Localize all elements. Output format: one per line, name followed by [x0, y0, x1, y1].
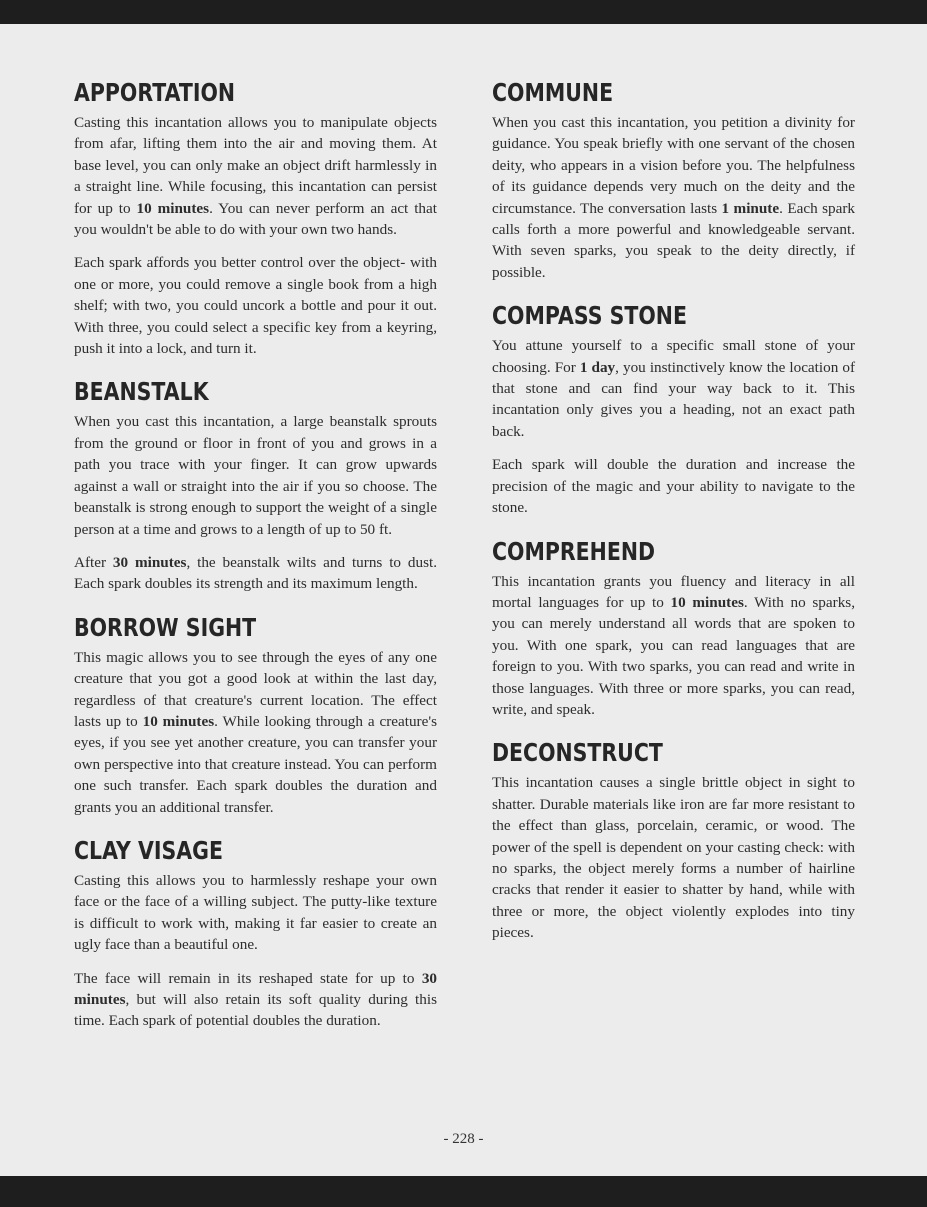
duration-emphasis: 30 minutes [112, 553, 187, 571]
text-segment: When you cast this incantation, you petition a divinity for guidance. You speak briefly with one servant of the chosen deity, who appears in a vision before you. The helpfulness of its guidance depends very much on the deity and the circumstance. The conversation lasts [492, 114, 855, 217]
incantation-title: APPORTATION [74, 78, 236, 107]
duration-emphasis: 10 minutes [670, 593, 744, 611]
incantation-commune [492, 78, 855, 283]
left-column [74, 78, 437, 1050]
incantation-title: BORROW SIGHT [74, 612, 257, 642]
text-segment: , but will also retain its soft quality during this time. Each spark of potential doubles the duration. [74, 991, 437, 1030]
incantation-title: DECONSTRUCT [492, 738, 663, 768]
text-segment: Each spark will double the duration and increase the precision of the magic and your ability to navigate to the stone. [492, 456, 855, 517]
text-segment: , you instinctively know the location of that stone and can find your way back to it. This incantation only gives you a heading, not an exact path back. [492, 358, 856, 440]
incantation-paragraph [492, 772, 855, 943]
incantation-paragraph [492, 454, 855, 518]
incantation-paragraph [74, 112, 437, 240]
incantation-beanstalk [74, 377, 437, 594]
text-segment: The face will remain in its reshaped state for up to [74, 969, 422, 987]
incantation-paragraph [492, 335, 855, 442]
duration-emphasis: 30 minutes [74, 969, 437, 1008]
incantation-paragraph [74, 411, 437, 539]
duration-emphasis: 1 day [579, 358, 616, 376]
duration-emphasis: 10 minutes [142, 712, 215, 730]
duration-emphasis: 1 minute [721, 199, 780, 217]
text-segment: . Each spark calls forth a more powerful and knowledgeable servant. With seven sparks, you speak to the deity directly, if possible. [492, 199, 855, 281]
text-segment: After [74, 553, 113, 571]
text-segment: When you cast this incantation, a large beanstalk sprouts from the ground or floor in front of you and grows in a path you trace with your finger. It can grow upwards against a wall or straight into the air if you so choose. The beanstalk is strong enough to support the weight of a single person at a time and grows to a length of up to 50 ft. [74, 413, 437, 538]
incantation-paragraph [74, 647, 437, 818]
text-segment: . While looking through a creature's eyes, if you see yet another creature, you can transfer your own perspective into that creature instead. You can perform one such transfer. Each spark doubles the duration and grants you an additional transfer. [74, 712, 437, 816]
right-column [492, 78, 855, 962]
incantation-title: COMMUNE [492, 78, 614, 107]
incantation-title: BEANSTALK [74, 377, 209, 407]
incantation-comprehend [492, 537, 855, 721]
text-segment: . With no sparks, you can merely understand all words that are spoken to you. With one spark, you can read languages that are foreign to you. With two sparks, you can read and write in those languages. With three or more sparks, you can read, write, and speak. [492, 593, 855, 718]
incantation-paragraph [492, 571, 855, 721]
incantation-title: COMPREHEND [492, 536, 656, 566]
text-segment: This incantation causes a single brittle object in sight to shatter. Durable materials like iron are far more resistant to the effect than glass, porcelain, ceramic, or wood. The power of the spell is dependent on your casting check: with no sparks, the object merely forms a number of hairline cracks that render it easier to shatter by hand, while with three or more, the object violently explodes into tiny pieces. [492, 774, 855, 942]
text-segment: This incantation grants you fluency and literacy in all mortal languages for up to [492, 572, 855, 611]
page-number: - 228 - [443, 1131, 484, 1147]
incantation-paragraph [74, 968, 437, 1032]
incantation-deconstruct [492, 738, 855, 943]
text-segment: This magic allows you to see through the eyes of any one creature that you got a good look at within the last day, regardless of that creature's current location. The effect lasts up to [74, 648, 437, 730]
bottom-border-band [0, 1176, 927, 1207]
incantation-paragraph [492, 112, 855, 283]
torn-edge-top-decoration [0, 16, 927, 28]
text-segment: Casting this allows you to harmlessly reshape your own face or the face of a willing subject. The putty-like texture is difficult to work with, making it far easier to create an ugly face than a beautiful one. [74, 871, 437, 954]
text-segment: You attune yourself to a specific small stone of your choosing. For [492, 337, 855, 376]
incantation-borrow-sight [74, 613, 437, 818]
text-segment: Each spark affords you better control over the object- with one or more, you could remove a single book from a high shelf; with two, you could uncork a bottle and pour it out. With three, you could select a specific key from a keyring, push it into a lock, and turn it. [74, 254, 437, 358]
text-segment: , the beanstalk wilts and turns to dust. Each spark doubles its strength and its maximum length. [74, 553, 437, 593]
incantation-title: COMPASS STONE [492, 301, 687, 331]
incantation-paragraph [74, 252, 437, 359]
text-segment: . You can never perform an act that you wouldn't be able to do with your own two hands. [74, 199, 437, 239]
incantation-compass-stone [492, 301, 855, 518]
incantation-apportation [74, 78, 437, 359]
duration-emphasis: 10 minutes [136, 199, 210, 217]
incantation-clay-visage [74, 836, 437, 1032]
incantation-title: CLAY VISAGE [74, 835, 223, 865]
text-segment: Casting this incantation allows you to manipulate objects from afar, lifting them into the air and moving them. At base level, you can only make an object drift harmlessly in a straight line. While focusing, this incantation can persist for up to [74, 114, 437, 217]
incantation-paragraph [74, 552, 437, 595]
incantation-paragraph [74, 870, 437, 956]
